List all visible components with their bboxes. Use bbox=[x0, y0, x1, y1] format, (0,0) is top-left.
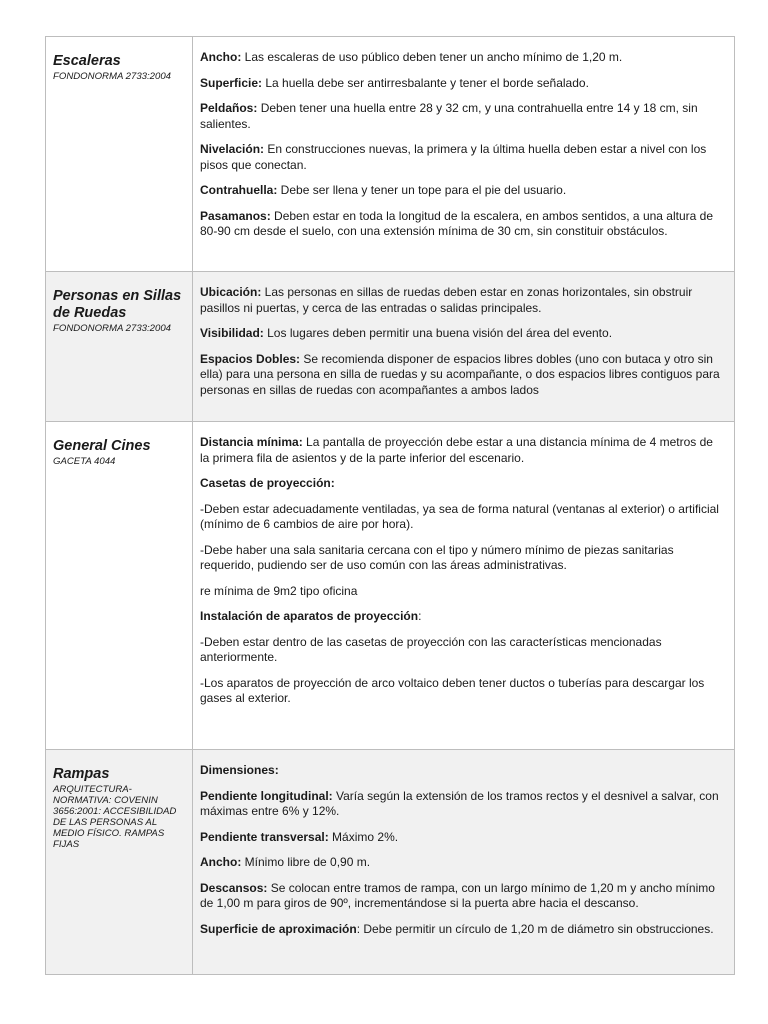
paragraph-label: Ancho: bbox=[200, 855, 242, 869]
paragraph-label: Casetas de proyección: bbox=[200, 476, 335, 490]
paragraph-text: : bbox=[418, 609, 422, 623]
regulations-table-body bbox=[46, 37, 735, 975]
paragraph-label: Espacios Dobles: bbox=[200, 351, 301, 366]
paragraph bbox=[200, 763, 724, 779]
paragraph bbox=[200, 922, 724, 938]
paragraph-text: La huella debe ser antirresbalante y tener el borde señalado. bbox=[262, 75, 589, 90]
section-body-cell bbox=[193, 272, 735, 422]
paragraph-text: Deben estar en toda la longitud de la escalera, en ambos sentidos, a una altura de 80-90 cm desde el suelo, con una extensión mínima de 30 cm, sin constituir obstáculos. bbox=[200, 208, 713, 238]
section-source: ARQUITECTURA-NORMATIVA: COVENIN 3656:2001: ACCESIBILIDAD DE LAS PERSONAS AL MEDIO FÍSICO. RAMPAS FIJAS bbox=[53, 784, 177, 850]
section-title-cell bbox=[46, 272, 193, 422]
paragraph-label: Ubicación: bbox=[200, 285, 262, 299]
paragraph bbox=[200, 352, 724, 399]
section-row-sillas-de-ruedas bbox=[46, 272, 735, 422]
paragraph-text: La pantalla de proyección debe estar a una distancia mínima de 4 metros de la primera fila de asientos y de la parte inferior del escenario. bbox=[200, 435, 713, 465]
paragraph-text: Deben tener una huella entre 28 y 32 cm, y una contrahuella entre 14 y 18 cm, sin salientes. bbox=[200, 101, 698, 131]
paragraph-text: Se colocan entre tramos de rampa, con un largo mínimo de 1,20 m y ancho mínimo de 1,00 m para giros de 90º, incrementándose si la puerta abre hacia el descanso. bbox=[200, 880, 715, 910]
paragraph-text: Varía según la extensión de los tramos rectos y el desnivel a salvar, con máximas entre 6% y 12%. bbox=[200, 788, 719, 818]
section-title: Escaleras bbox=[53, 53, 121, 69]
paragraph-label: Superficie: bbox=[200, 75, 263, 90]
section-source: FONDONORMA 2733:2004 bbox=[53, 323, 172, 334]
paragraph bbox=[200, 881, 724, 912]
paragraph bbox=[200, 543, 724, 574]
paragraph-text: Se recomienda disponer de espacios libres dobles (uno con butaca y otro sin ella) para una persona en silla de ruedas y su acompañante, o dos espacios libres contiguos para personas en sillas de ruedas con acompañantes a ambos lados bbox=[200, 351, 720, 397]
paragraph bbox=[200, 855, 724, 871]
paragraph-label: Superficie de aproximación bbox=[200, 921, 357, 936]
paragraph-text: Los lugares deben permitir una buena visión del área del evento. bbox=[263, 326, 613, 340]
section-title-cell bbox=[46, 750, 193, 975]
paragraph-text: -Debe haber una sala sanitaria cercana con el tipo y número mínimo de piezas sanitarias requerido, pudiendo ser de uso común con las áreas administrativas. bbox=[200, 542, 674, 572]
paragraph-text: -Los aparatos de proyección de arco voltaico deben tener ductos o tuberías para descargar los gases al exterior. bbox=[200, 675, 705, 705]
paragraph bbox=[200, 142, 724, 173]
paragraph bbox=[200, 209, 724, 240]
section-title: Rampas bbox=[53, 766, 110, 782]
section-body-cell bbox=[193, 37, 735, 272]
paragraph bbox=[200, 635, 724, 666]
paragraph bbox=[200, 50, 724, 66]
section-body-cell bbox=[193, 750, 735, 975]
paragraph-label: Distancia mínima: bbox=[200, 435, 303, 449]
paragraph-label: Peldaños: bbox=[200, 101, 258, 115]
paragraph-text: Mínimo libre de 0,90 m. bbox=[241, 855, 371, 869]
section-source: GACETA 4044 bbox=[53, 456, 116, 467]
paragraph bbox=[200, 502, 724, 533]
paragraph bbox=[200, 76, 724, 92]
paragraph bbox=[200, 435, 724, 466]
paragraph-text: : Debe permitir un círculo de 1,20 m de diámetro sin obstrucciones. bbox=[356, 921, 714, 936]
paragraph bbox=[200, 101, 724, 132]
section-title: General Cines bbox=[53, 438, 151, 454]
section-title: Personas en Sillas de Ruedas bbox=[53, 288, 182, 321]
paragraph-text: Las escaleras de uso público deben tener un ancho mínimo de 1,20 m. bbox=[241, 50, 623, 64]
paragraph-label: Pendiente transversal: bbox=[200, 829, 329, 844]
section-title-cell bbox=[46, 37, 193, 272]
paragraph-text: -Deben estar adecuadamente ventiladas, ya sea de forma natural (ventanas al exterior) o artificial (mínimo de 6 cambios de aire por hora). bbox=[200, 501, 719, 531]
paragraph-label: Ancho: bbox=[200, 50, 242, 64]
paragraph bbox=[200, 609, 724, 625]
paragraph bbox=[200, 830, 724, 846]
paragraph-text: Máximo 2%. bbox=[328, 829, 399, 844]
paragraph-label: Pasamanos: bbox=[200, 208, 271, 223]
section-row-escaleras bbox=[46, 37, 735, 272]
paragraph bbox=[200, 584, 724, 600]
paragraph-text: Las personas en sillas de ruedas deben estar en zonas horizontales, sin obstruir pasillos ni puertas, y cerca de las entradas o salidas principales. bbox=[200, 285, 693, 315]
section-title-cell bbox=[46, 422, 193, 750]
section-body-cell bbox=[193, 422, 735, 750]
paragraph-label: Nivelación: bbox=[200, 142, 265, 156]
paragraph-label: Instalación de aparatos de proyección bbox=[200, 609, 419, 623]
paragraph-label: Descansos: bbox=[200, 880, 268, 895]
paragraph-text: re mínima de 9m2 tipo oficina bbox=[200, 583, 358, 598]
paragraph bbox=[200, 326, 724, 342]
paragraph-text: En construcciones nuevas, la primera y la última huella deben estar a nivel con los pisos que conectan. bbox=[200, 142, 707, 172]
section-row-general-cines bbox=[46, 422, 735, 750]
section-source: FONDONORMA 2733:2004 bbox=[53, 71, 172, 82]
paragraph-label: Pendiente longitudinal: bbox=[200, 788, 333, 803]
paragraph bbox=[200, 285, 724, 316]
paragraph bbox=[200, 676, 724, 707]
regulations-table bbox=[45, 36, 735, 975]
section-row-rampas bbox=[46, 750, 735, 975]
paragraph-label: Visibilidad: bbox=[200, 326, 264, 340]
paragraph bbox=[200, 476, 724, 492]
paragraph bbox=[200, 789, 724, 820]
paragraph-label: Dimensiones: bbox=[200, 763, 279, 777]
paragraph-text: -Deben estar dentro de las casetas de proyección con las características mencionadas anteriormente. bbox=[200, 634, 662, 664]
paragraph-text: Debe ser llena y tener un tope para el pie del usuario. bbox=[277, 183, 567, 197]
paragraph bbox=[200, 183, 724, 199]
paragraph-label: Contrahuella: bbox=[200, 183, 278, 197]
